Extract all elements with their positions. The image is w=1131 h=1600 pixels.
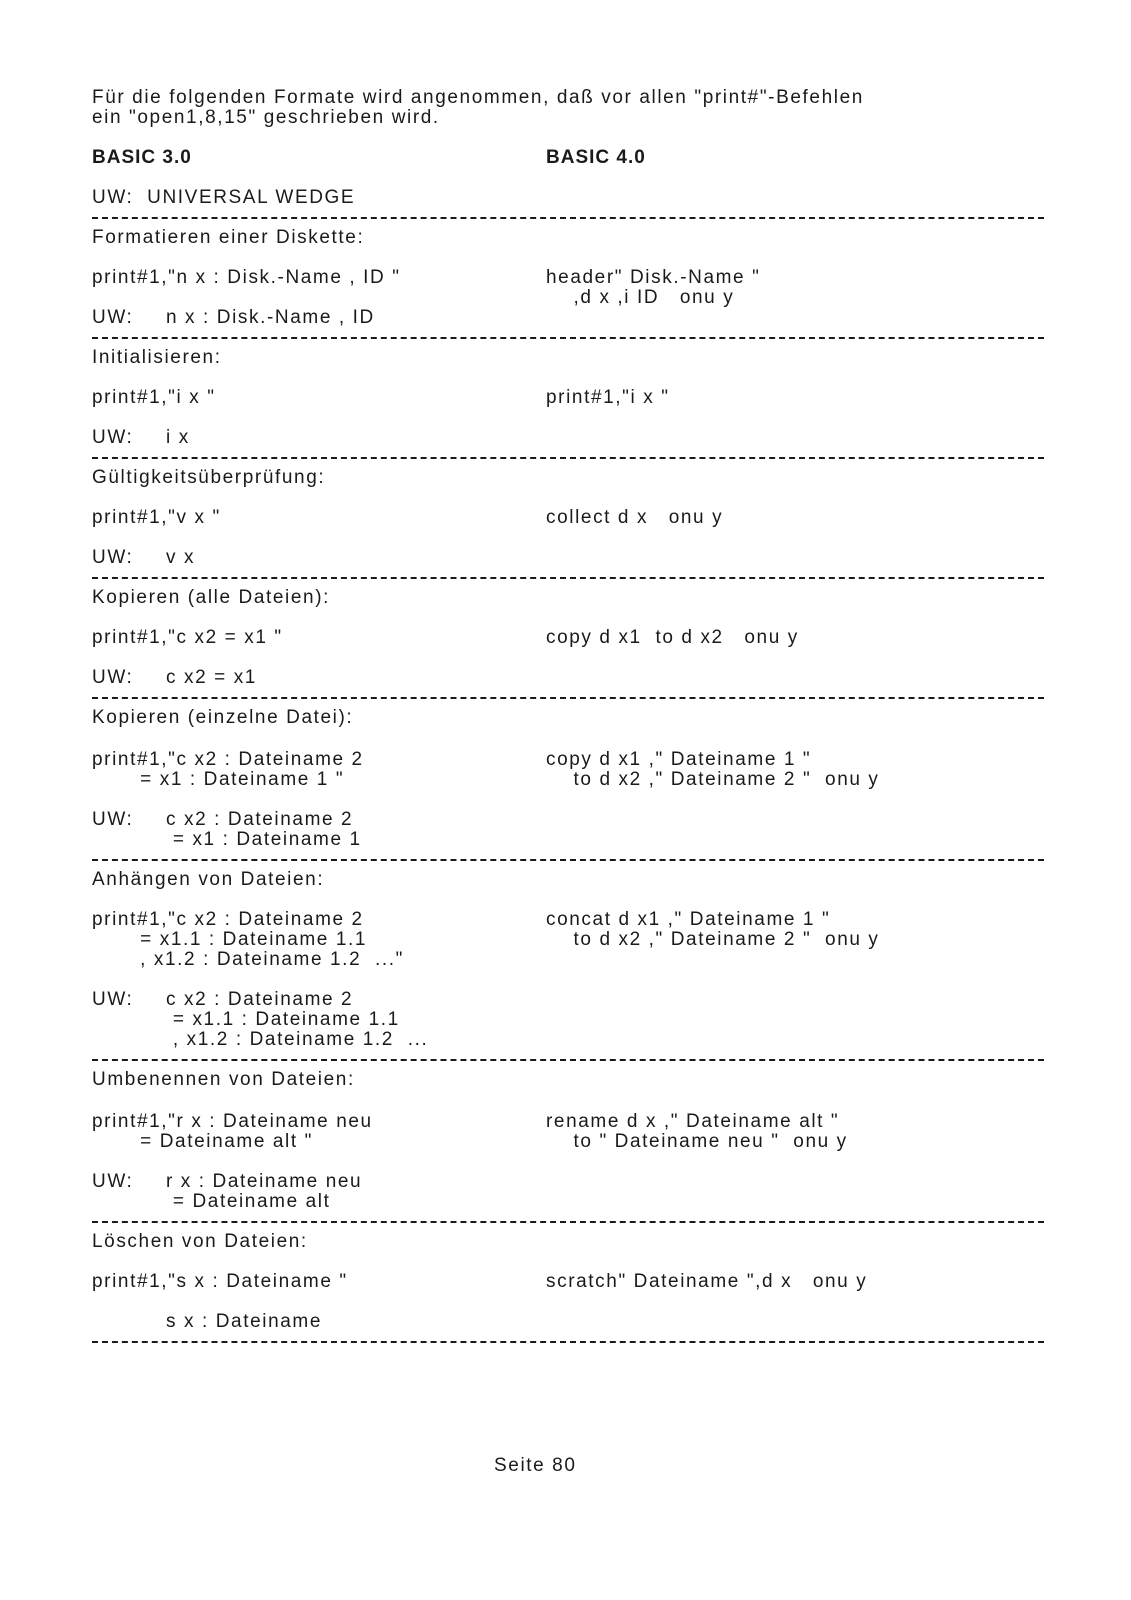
- basic3-initialize-line: print#1,"i x ": [92, 387, 216, 408]
- basic4-rename-line-2: to " Dateiname neu " onu y: [546, 1131, 848, 1152]
- uw-concat-line-2: = x1.1 : Dateiname 1.1: [166, 1009, 400, 1030]
- section-title-validate: Gültigkeitsüberprüfung:: [92, 467, 326, 488]
- basic3-rename-line-2: = Dateiname alt ": [92, 1131, 313, 1152]
- separator: [92, 1059, 1044, 1061]
- header-basic-3: BASIC 3.0: [92, 147, 192, 168]
- separator: [92, 859, 1044, 861]
- uw-label: UW:: [92, 809, 134, 830]
- basic3-concat-line-3: , x1.2 : Dateiname 1.2 ...": [92, 949, 404, 970]
- basic4-format-line-1: header" Disk.-Name ": [546, 267, 761, 288]
- uw-format-line: n x : Disk.-Name , ID: [166, 307, 375, 328]
- basic3-copy-single-line-2: = x1 : Dateiname 1 ": [92, 769, 345, 790]
- uw-label: UW:: [92, 307, 134, 328]
- separator: [92, 1221, 1044, 1223]
- uw-scratch-line: s x : Dateiname: [166, 1311, 322, 1332]
- intro-line-1: Für die folgenden Formate wird angenommen, daß vor allen "print#"-Befehlen: [92, 87, 864, 108]
- uw-label: UW:: [92, 667, 134, 688]
- uw-rename-line-2: = Dateiname alt: [166, 1191, 331, 1212]
- section-title-scratch: Löschen von Dateien:: [92, 1231, 308, 1252]
- uw-legend: UW: UNIVERSAL WEDGE: [92, 187, 356, 208]
- header-basic-4: BASIC 4.0: [546, 147, 646, 168]
- section-title-copy-single: Kopieren (einzelne Datei):: [92, 707, 354, 728]
- uw-concat-line-3: , x1.2 : Dateiname 1.2 ...: [166, 1029, 429, 1050]
- basic4-initialize-line: print#1,"i x ": [546, 387, 670, 408]
- section-title-format: Formatieren einer Diskette:: [92, 227, 365, 248]
- basic4-format-line-2: ,d x ,i ID onu y: [546, 287, 735, 308]
- separator: [92, 577, 1044, 579]
- separator: [92, 337, 1044, 339]
- page-number: Seite 80: [494, 1455, 577, 1476]
- uw-label: UW:: [92, 427, 134, 448]
- basic3-rename-line-1: print#1,"r x : Dateiname neu: [92, 1111, 373, 1132]
- basic4-copy-single-line-1: copy d x1 ," Dateiname 1 ": [546, 749, 812, 770]
- basic3-scratch-line: print#1,"s x : Dateiname ": [92, 1271, 348, 1292]
- basic4-copy-all-line: copy d x1 to d x2 onu y: [546, 627, 799, 648]
- basic4-copy-single-line-2: to d x2 ," Dateiname 2 " onu y: [546, 769, 880, 790]
- uw-copy-all-line: c x2 = x1: [166, 667, 257, 688]
- separator: [92, 457, 1044, 459]
- separator: [92, 217, 1044, 219]
- separator: [92, 1341, 1044, 1343]
- section-title-rename: Umbenennen von Dateien:: [92, 1069, 355, 1090]
- basic4-scratch-line: scratch" Dateiname ",d x onu y: [546, 1271, 868, 1292]
- uw-initialize-line: i x: [166, 427, 190, 448]
- basic3-validate-line: print#1,"v x ": [92, 507, 221, 528]
- uw-validate-line: v x: [166, 547, 196, 568]
- uw-rename-line-1: r x : Dateiname neu: [166, 1171, 363, 1192]
- section-title-initialize: Initialisieren:: [92, 347, 222, 368]
- separator: [92, 697, 1044, 699]
- uw-label: UW:: [92, 547, 134, 568]
- basic3-concat-line-2: = x1.1 : Dateiname 1.1: [92, 929, 368, 950]
- uw-copy-single-line-2: = x1 : Dateiname 1: [166, 829, 362, 850]
- basic3-copy-all-line: print#1,"c x2 = x1 ": [92, 627, 283, 648]
- section-title-concat: Anhängen von Dateien:: [92, 869, 325, 890]
- section-title-copy-all: Kopieren (alle Dateien):: [92, 587, 331, 608]
- basic4-validate-line: collect d x onu y: [546, 507, 724, 528]
- basic3-format-line: print#1,"n x : Disk.-Name , ID ": [92, 267, 401, 288]
- uw-label: UW:: [92, 1171, 134, 1192]
- basic4-concat-line-1: concat d x1 ," Dateiname 1 ": [546, 909, 831, 930]
- basic4-concat-line-2: to d x2 ," Dateiname 2 " onu y: [546, 929, 880, 950]
- basic3-concat-line-1: print#1,"c x2 : Dateiname 2: [92, 909, 364, 930]
- basic3-copy-single-line-1: print#1,"c x2 : Dateiname 2: [92, 749, 364, 770]
- intro-line-2: ein "open1,8,15" geschrieben wird.: [92, 107, 440, 128]
- basic4-rename-line-1: rename d x ," Dateiname alt ": [546, 1111, 840, 1132]
- uw-label: UW:: [92, 989, 134, 1010]
- uw-copy-single-line-1: c x2 : Dateiname 2: [166, 809, 354, 830]
- uw-concat-line-1: c x2 : Dateiname 2: [166, 989, 354, 1010]
